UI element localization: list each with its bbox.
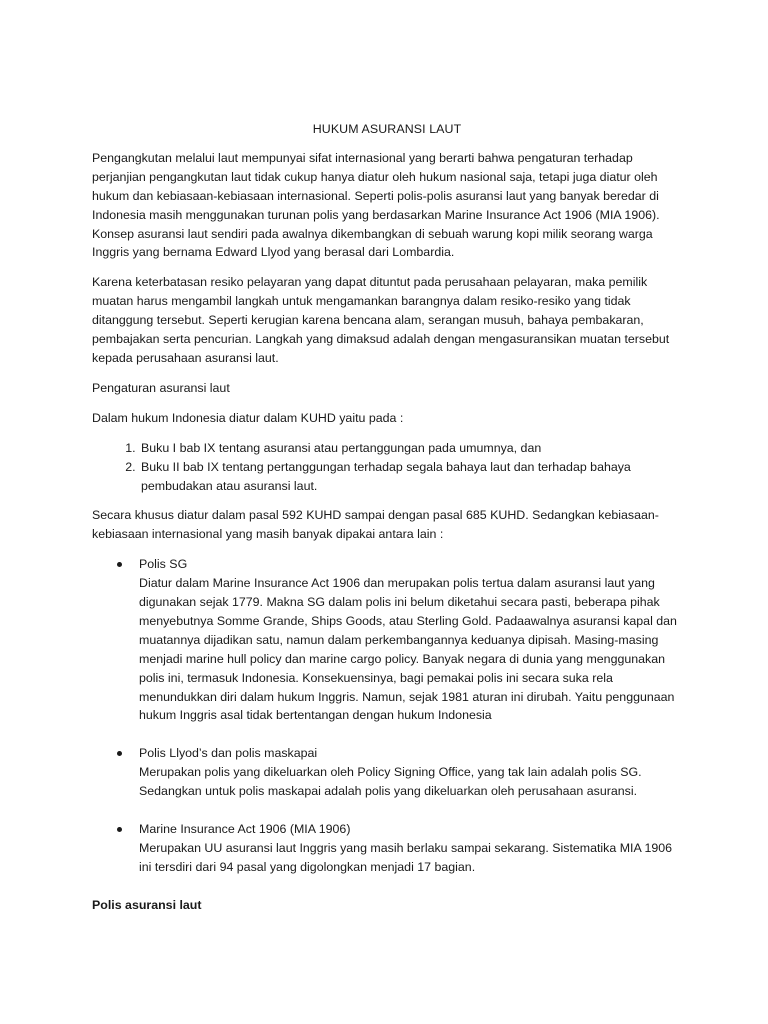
bullet-item-title: Marine Insurance Act 1906 (MIA 1906) — [139, 822, 351, 837]
bullet-item-title: Polis Llyod’s dan polis maskapai — [139, 746, 318, 761]
bullet-item-polis-llyods — [92, 744, 682, 801]
bullet-item-body: Merupakan UU asuransi laut Inggris yang masih berlaku sampai sekarang. Sistematika MIA 1906 ini tersdiri dari 94 pasal yang digolongkan menjadi 17 bagian. — [139, 841, 673, 874]
special-paragraph: Secara khusus diatur dalam pasal 592 KUHD sampai dengan pasal 685 KUHD. Sedangkan kebiasaan-kebiasaan internasional yang masih banyak dipakai antara lain : — [92, 508, 659, 542]
numbered-list — [92, 439, 682, 496]
document-body — [92, 120, 682, 915]
bullet-item-polis-sg — [92, 555, 682, 725]
bullet-item-mia-1906 — [92, 820, 682, 877]
kuhd-intro: Dalam hukum Indonesia diatur dalam KUHD yaitu pada : — [92, 410, 404, 425]
list-item: 1. Buku I bab IX tentang asuransi atau pertanggungan pada umumnya, dan — [139, 439, 682, 458]
bullet-icon — [117, 827, 122, 832]
bullet-item-body: Merupakan polis yang dikeluarkan oleh Policy Signing Office, yang tak lain adalah polis SG. Sedangkan untuk polis maskapai adalah polis yang dikeluarkan oleh perusahaan asuransi. — [139, 765, 642, 799]
document-title: HUKUM ASURANSI LAUT — [312, 122, 462, 136]
bullet-list — [92, 555, 682, 877]
bullet-icon — [117, 562, 122, 567]
intro-paragraph: Pengangkutan melalui laut mempunyai sifat internasional yang berarti bahwa pengaturan terhadap perjanjian pengangkutan laut tidak cukup hanya diatur oleh hukum nasional saja, tetapi juga diatur oleh hukum dan kebiasaan-kebiasaan internasional. Seperti polis-polis asuransi laut yang banyak beredar di Indonesia masih menggunakan turunan polis yang berdasarkan Marine Insurance Act 1906 (MIA 1906). Konsep asuransi laut sendiri pada awalnya dikembangkan di sebuah warung kopi milik seorang warga Inggris yang bernama Edward Llyod yang berasal dari Lombardia. — [92, 150, 660, 260]
list-item: 2. Buku II bab IX tentang pertanggungan terhadap segala bahaya laut dan terhadap bahaya pembudakan atau asuransi laut. — [139, 458, 682, 496]
bullet-item-title: Polis SG — [139, 557, 188, 572]
risk-paragraph: Karena keterbatasan resiko pelayaran yang dapat dituntut pada perusahaan pelayaran, maka pemilik muatan harus mengambil langkah untuk mengamankan barangnya dalam resiko-resiko yang tidak ditanggung tersebut. Seperti kerugian karena bencana alam, serangan musuh, bahaya pembakaran, pembajakan serta pencurian. Langkah yang dimaksud adalah dengan mengasuransikan muatan tersebut kepada perusahaan asuransi laut. — [92, 275, 670, 365]
bullet-item-body: Diatur dalam Marine Insurance Act 1906 dan merupakan polis tertua dalam asuransi laut yang digunakan sejak 1779. Makna SG dalam polis ini belum diketahui secara pasti, beberapa pihak menyebutnya Somme Grande, Ships Goods, atau Sterling Gold. Padaawalnya asuransi kapal dan muatannya dijadikan satu, namun dalam perkembangannya keduanya dipisah. Masing-masing menjadi marine hull policy dan marine cargo policy. Banyak negara di dunia yang menggunakan polis ini, termasuk Indonesia. Konsekuensinya, bagi pemakai polis ini secara suka rela menundukkan diri dalam hukum Inggris. Namun, sejak 1981 aturan ini dirubah. Yaitu penggunaan hukum Inggris asal tidak bertentangan dengan hukum Indonesia — [139, 576, 677, 723]
final-heading: Polis asuransi laut — [92, 897, 202, 912]
section-heading: Pengaturan asuransi laut — [92, 380, 230, 395]
bullet-icon — [117, 751, 122, 756]
